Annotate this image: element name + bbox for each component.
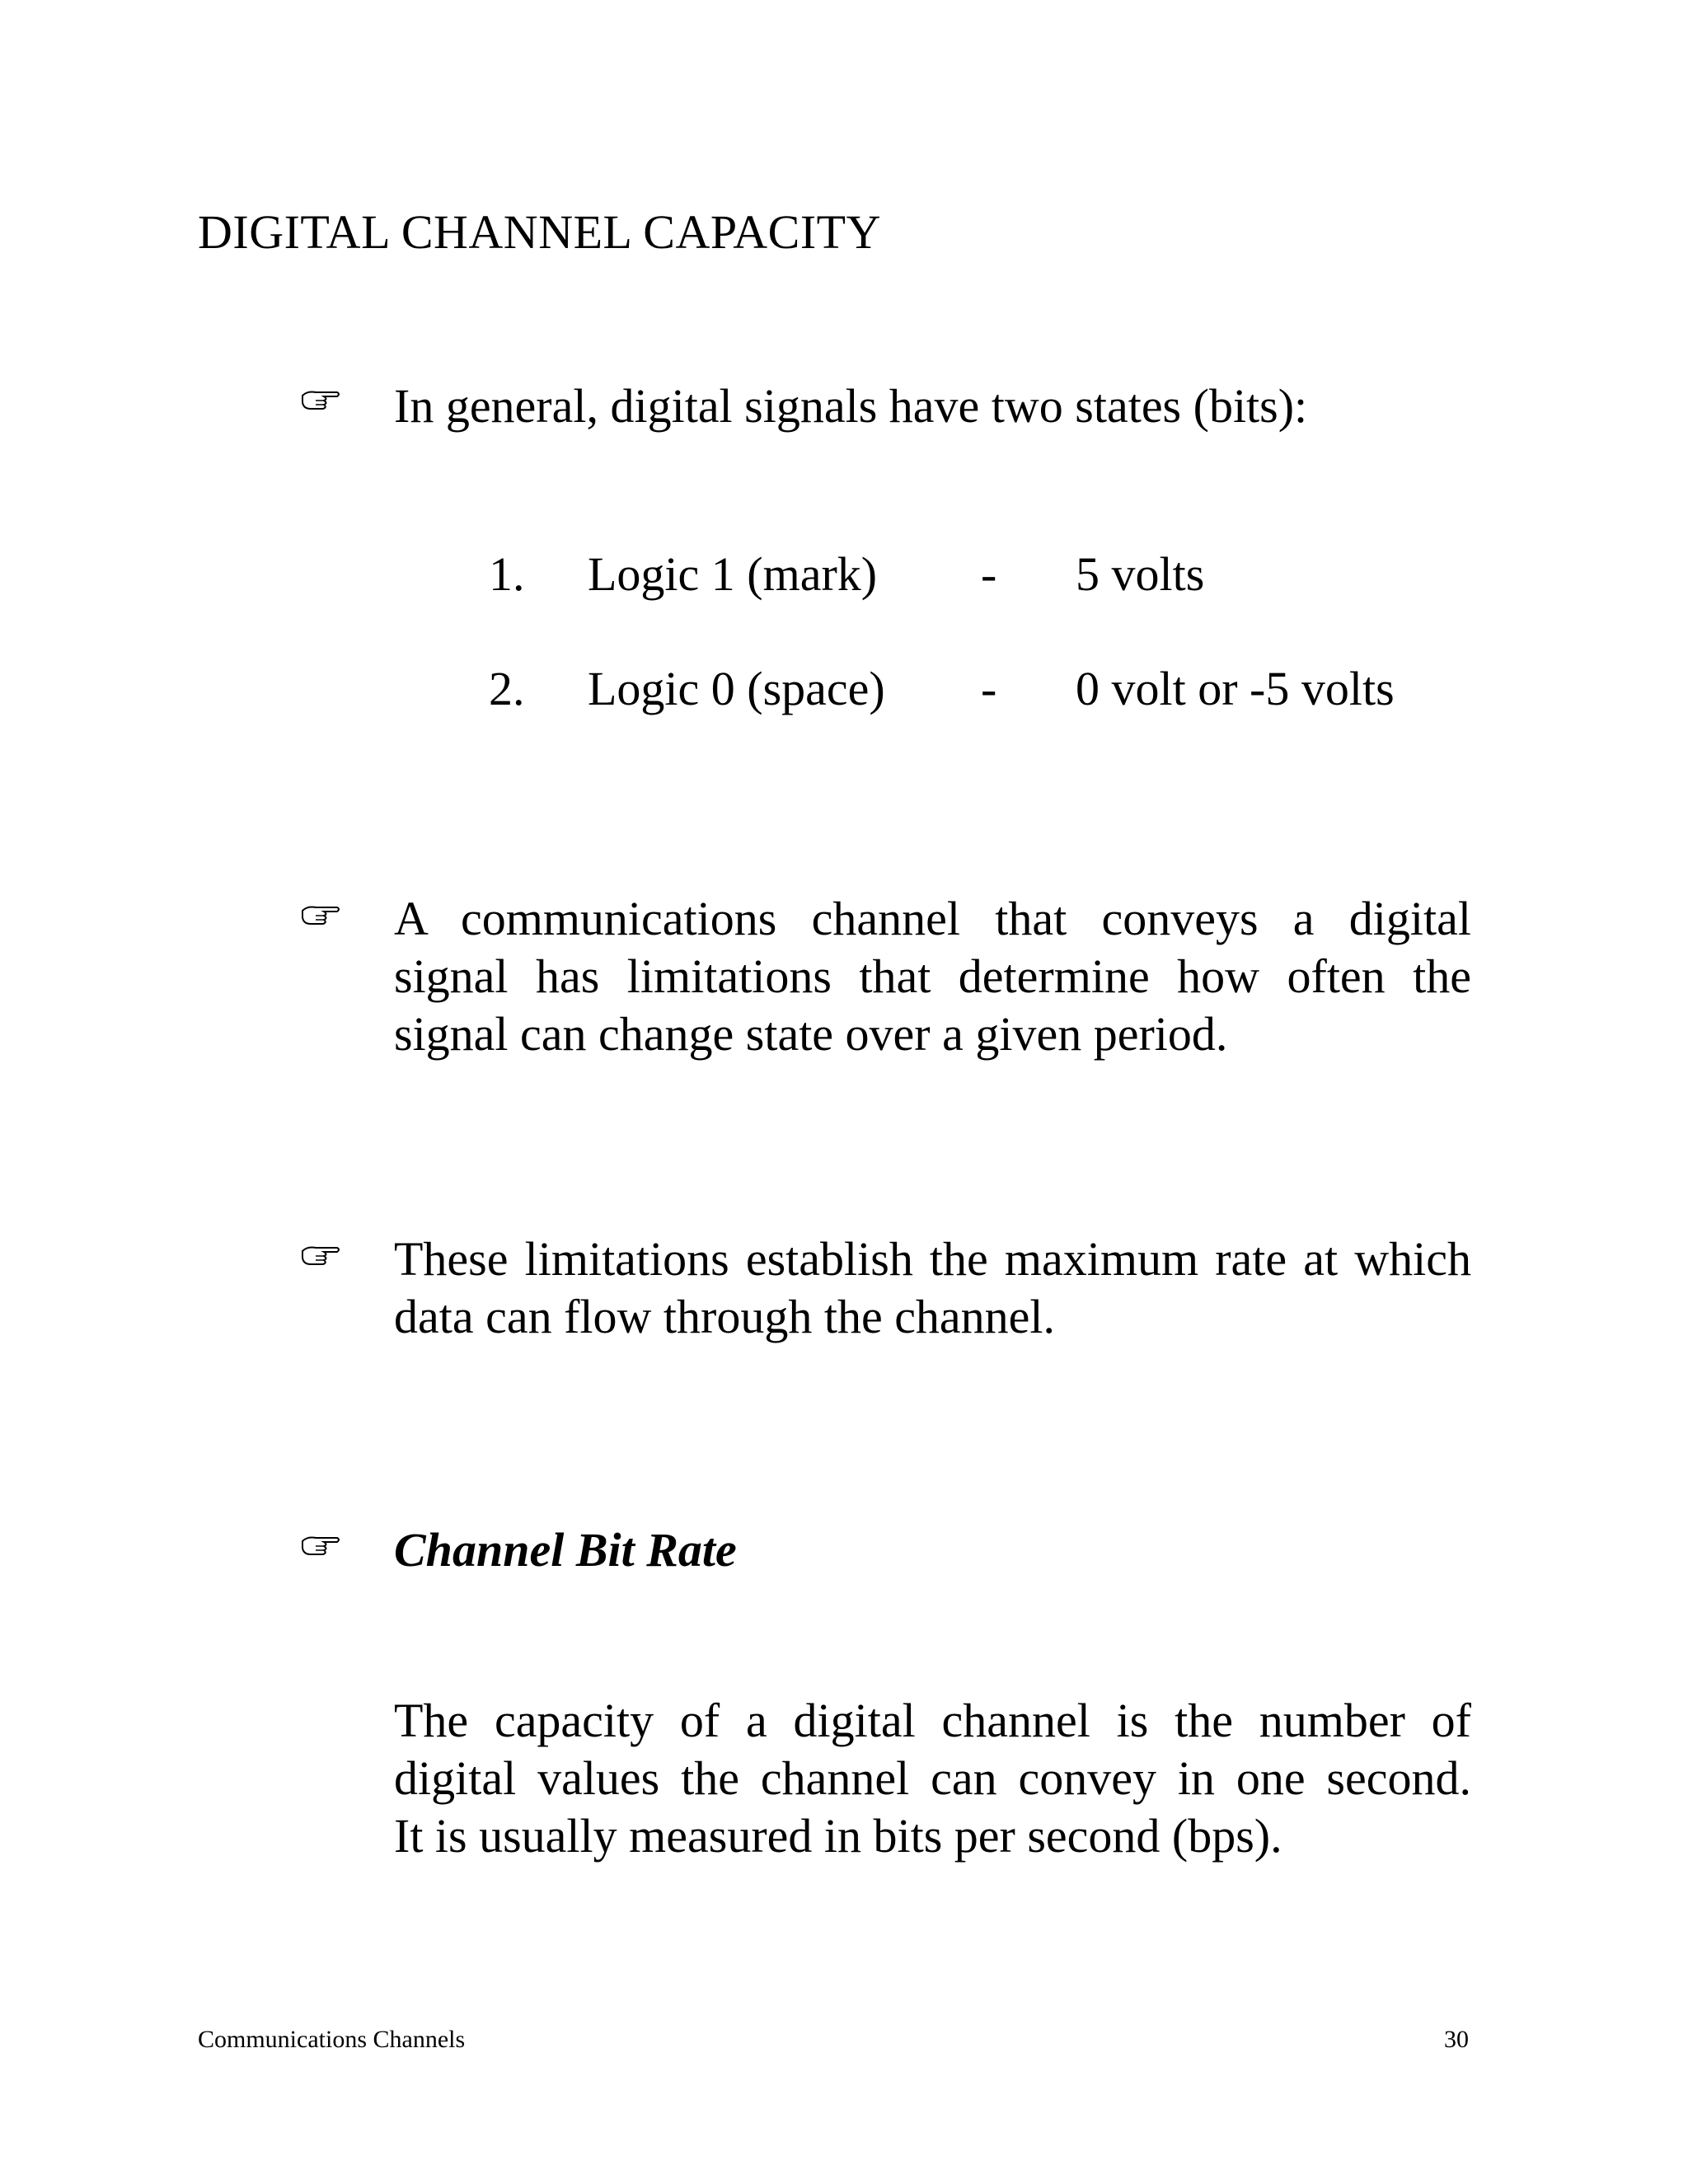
page-title: DIGITAL CHANNEL CAPACITY	[198, 205, 881, 259]
state-number: 1.	[489, 547, 525, 601]
pointing-hand-icon	[301, 389, 342, 412]
footer-left: Communications Channels	[198, 2026, 466, 2053]
state-number: 2.	[489, 662, 525, 715]
state-value: 5 volts	[1076, 547, 1205, 601]
page-number: 30	[1444, 2026, 1469, 2053]
state-label: Logic 0 (space)	[588, 662, 885, 715]
pointing-hand-icon	[301, 904, 342, 927]
paragraph-line: signal can change state over a given period.	[394, 1007, 1228, 1061]
paragraph-line: It is usually measured in bits per second (bps).	[394, 1809, 1282, 1863]
state-dash: -	[981, 662, 997, 715]
state-value: 0 volt or -5 volts	[1076, 662, 1395, 715]
state-dash: -	[981, 547, 997, 601]
paragraph-line: The capacity of a digital channel is the number of	[394, 1694, 1471, 1747]
bullet-1-text: In general, digital signals have two states (bits):	[394, 379, 1308, 433]
paragraph-line: signal has limitations that determine how often the	[394, 949, 1471, 1003]
pointing-hand-icon	[301, 1244, 342, 1268]
paragraph-line: These limitations establish the maximum rate at which	[394, 1232, 1471, 1286]
state-label: Logic 1 (mark)	[588, 547, 878, 601]
channel-bit-rate-heading: Channel Bit Rate	[394, 1523, 737, 1577]
paragraph-line: digital values the channel can convey in one second.	[394, 1751, 1471, 1805]
bullet-3-paragraph	[394, 1230, 1471, 1346]
bullet-2-paragraph	[394, 890, 1471, 1063]
paragraph-line: A communications channel that conveys a digital	[394, 892, 1471, 945]
state-row-1	[0, 546, 1688, 604]
pointing-hand-icon	[301, 1535, 342, 1558]
state-row-2	[0, 661, 1688, 719]
capacity-paragraph	[394, 1692, 1471, 1865]
paragraph-line: data can flow through the channel.	[394, 1290, 1056, 1343]
